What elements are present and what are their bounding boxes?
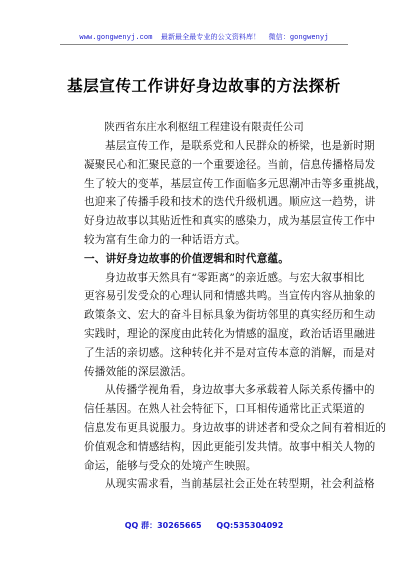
body-line: 价值观念和情感结构，因此更能引发共情。故事中相关人物的 — [84, 440, 376, 453]
body-line: 实践时，理论的深度由此转化为情感的温度，政治话语里融进 — [84, 327, 376, 340]
page-footer — [0, 520, 408, 531]
header-wechat: 微信：gongwenyj — [268, 34, 329, 42]
page-header — [0, 32, 408, 42]
body-line: 信任基因。在熟人社会特征下，口耳相传通常比正式渠道的 — [84, 403, 365, 416]
body-line: 身边故事天然具有“零距离”的亲近感。与宏大叙事相比 — [105, 271, 365, 284]
header-site-link[interactable]: www.gongwenyj.com — [79, 34, 153, 42]
document-title: 基层宣传工作讲好身边故事的方法探析 — [67, 77, 341, 95]
body-line: 更容易引发受众的心理认同和情感共鸣。当宣传内容从抽象的 — [84, 290, 376, 303]
body-line: 生了较大的变革，基层宣传工作面临多元思潮冲击等多重挑战， — [84, 177, 387, 190]
body-line: 凝聚民心和汇聚民意的一个重要途径。当前，信息传播格局发 — [84, 158, 376, 171]
body-line: 也迎来了传播手段和技术的迭代升级机遇。顺应这一趋势，讲 — [84, 196, 376, 209]
body-line: 基层宣传工作，是联系党和人民群众的桥梁，也是新时期 — [105, 140, 375, 152]
footer-qq-group: QQ 群：30265665 — [124, 521, 202, 530]
header-divider — [60, 44, 348, 45]
body-line: 从传播学视角看，身边故事大多承载着人际关系传播中的 — [105, 384, 375, 397]
header-slogan: 最新最全最专业的公文资料库！ — [160, 34, 261, 42]
body-line: 传播效能的深层激活。 — [84, 365, 192, 378]
section-heading: 一、讲好身边故事的价值逻辑和时代意蕴。 — [84, 252, 290, 265]
body-text — [84, 137, 387, 494]
footer-qq: QQ:535304092 — [216, 521, 284, 530]
body-line: 好身边故事以其贴近性和真实的感染力，成为基层宣传工作中 — [84, 215, 376, 228]
body-line: 从现实需求看，当前基层社会正处在转型期，社会利益格 — [105, 478, 375, 491]
body-line: 信息发布更具说服力。身边故事的讲述者和受众之间有着相近的 — [84, 421, 387, 434]
body-line: 了生活的亲切感。这种转化并不是对宣传本意的消解，而是对 — [84, 346, 376, 359]
author-organization: 陕西省东庄水利枢纽工程建设有限责任公司 — [104, 121, 304, 133]
body-line: 政策条文、宏大的奋斗目标具象为街坊邻里的真实经历和生动 — [84, 309, 376, 322]
body-line: 命运，能够与受众的处境产生映照。 — [84, 459, 257, 472]
body-line: 较为富有生命力的一种话语方式。 — [84, 233, 246, 246]
